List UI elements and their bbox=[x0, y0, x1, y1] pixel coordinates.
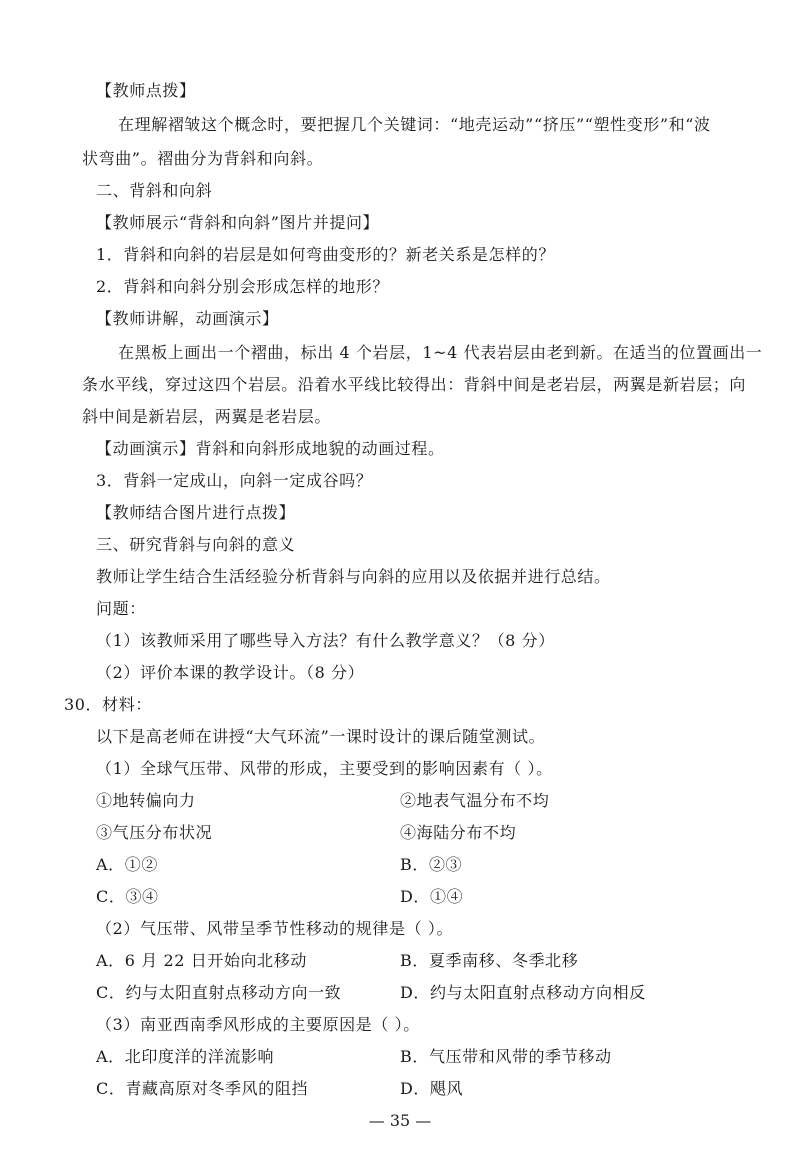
option-d: D．①④ bbox=[400, 887, 464, 906]
option-a: A．北印度洋的洋流影响 bbox=[96, 1047, 275, 1066]
option-c: C．约与太阳直射点移动方向一致 bbox=[96, 983, 342, 1002]
animation-line: 【动画演示】背斜和向斜形成地貌的动画过程。 bbox=[96, 439, 445, 458]
option-c: C．③④ bbox=[96, 887, 159, 906]
section-title: 二、背斜和向斜 bbox=[96, 181, 213, 200]
ask-line: （1）该教师采用了哪些导入方法？有什么教学意义？（8 分） bbox=[96, 631, 555, 650]
combine-heading: 【教师结合图片进行点拨】 bbox=[96, 503, 296, 522]
option-a: A．6 月 22 日开始向北移动 bbox=[96, 951, 307, 970]
paragraph-line: 在理解褶皱这个概念时，要把握几个关键词：“地壳运动”“挤压”“塑性变形”和“波 bbox=[118, 115, 711, 134]
question-line: 1．背斜和向斜的岩层是如何弯曲变形的？新老关系是怎样的？ bbox=[96, 245, 555, 264]
question-line: 2．背斜和向斜分别会形成怎样的地形？ bbox=[96, 277, 389, 296]
question-30-intro: 以下是高老师在讲授“大气环流”一课时设计的课后随堂测试。 bbox=[96, 727, 546, 746]
test-item-stem: （3）南亚西南季风形成的主要原因是（ ）。 bbox=[96, 1015, 420, 1034]
section-title: 三、研究背斜与向斜的意义 bbox=[96, 535, 296, 554]
paragraph-line: 斜中间是新岩层，两翼是老岩层。 bbox=[82, 407, 332, 426]
option-c: C．青藏高原对冬季风的阻挡 bbox=[96, 1079, 309, 1098]
page-number: — 35 — bbox=[368, 1111, 432, 1130]
questions-label: 问题： bbox=[96, 599, 146, 618]
option-b: B．气压带和风带的季节移动 bbox=[400, 1047, 612, 1066]
option-b: B．夏季南移、冬季北移 bbox=[400, 951, 579, 970]
option-a: A．①② bbox=[96, 855, 158, 874]
option-d: D．飓风 bbox=[400, 1079, 464, 1098]
paragraph-line: 教师让学生结合生活经验分析背斜与向斜的应用以及依据并进行总结。 bbox=[96, 567, 611, 586]
paragraph-line: 状弯曲”。褶曲分为背斜和向斜。 bbox=[82, 149, 324, 168]
question-30-label: 30．材料： bbox=[64, 695, 152, 714]
test-item-factor: ④海陆分布不均 bbox=[400, 823, 517, 842]
option-d: D．约与太阳直射点移动方向相反 bbox=[400, 983, 646, 1002]
test-item-factor: ②地表气温分布不均 bbox=[400, 791, 550, 810]
paragraph-line: 条水平线，穿过这四个岩层。沿着水平线比较得出：背斜中间是老岩层，两翼是新岩层；向 bbox=[82, 375, 747, 394]
question-line: 3．背斜一定成山，向斜一定成谷吗？ bbox=[96, 471, 373, 490]
test-item-stem: （2）气压带、风带呈季节性移动的规律是（ ）。 bbox=[96, 919, 454, 938]
test-item-factor: ③气压分布状况 bbox=[96, 823, 213, 842]
tip-heading: 【教师点拨】 bbox=[96, 81, 196, 100]
explain-heading: 【教师讲解，动画演示】 bbox=[96, 309, 279, 328]
test-item-factor: ①地转偏向力 bbox=[96, 791, 196, 810]
paragraph-line: 在黑板上画出一个褶曲，标出 4 个岩层，1~4 代表岩层由老到新。在适当的位置画出一 bbox=[118, 343, 763, 362]
ask-line: （2）评价本课的教学设计。（8 分） bbox=[96, 663, 365, 682]
show-heading: 【教师展示“背斜和向斜”图片并提问】 bbox=[96, 213, 380, 232]
option-b: B．②③ bbox=[400, 855, 463, 874]
test-item-stem: （1）全球气压带、风带的形成，主要受到的影响因素有（ ）。 bbox=[96, 759, 553, 778]
